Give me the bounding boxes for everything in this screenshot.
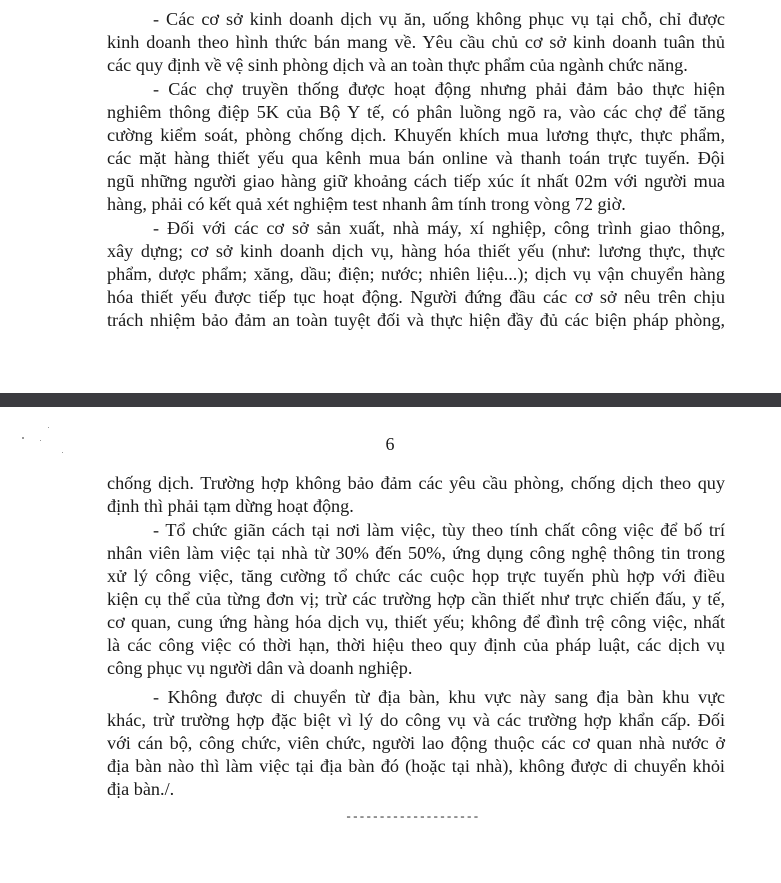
text-line: - Đối với các cơ sở sản xuất, nhà máy, xí nghiệp, công trình giao thông,: [153, 218, 725, 238]
scan-speck: [40, 440, 41, 441]
text-line: khác, trừ trường hợp đặc biệt vì lý do công vụ và các trường hợp khẩn cấp. Đối: [107, 710, 725, 730]
text-line: cường kiểm soát, phòng chống dịch. Khuyến khích mua lương thực, thực phẩm,: [107, 125, 725, 145]
text-line: - Các cơ sở kinh doanh dịch vụ ăn, uống không phục vụ tại chỗ, chỉ được: [153, 9, 725, 29]
text-line: ngũ những người giao hàng giữ khoảng cách tiếp xúc ít nhất 02m với người mua: [107, 171, 725, 191]
document-page-top: [0, 0, 781, 381]
text-line: địa bàn nào thì làm việc tại địa bàn đó (hoặc tại nhà), không được di chuyển khỏi: [107, 756, 725, 776]
text-line: - Không được di chuyển từ địa bàn, khu vực này sang địa bàn khu vực: [153, 687, 725, 707]
text-line: - Tổ chức giãn cách tại nơi làm việc, tùy theo tính chất công việc để bố trí: [153, 520, 725, 540]
text-line: định thì phải tạm dừng hoạt động.: [107, 496, 354, 516]
page-number: 6: [385, 434, 395, 454]
text-line: kinh doanh theo hình thức bán mang về. Yêu cầu chủ cơ sở kinh doanh tuân thủ: [107, 32, 725, 52]
text-line: trách nhiệm bảo đảm an toàn tuyệt đối và thực hiện đầy đủ các biện pháp phòng,: [107, 310, 725, 330]
text-line: nhân viên làm việc tại nhà từ 30% đến 50%, ứng dụng công nghệ thông tin trong: [107, 543, 725, 563]
text-line: chống dịch. Trường hợp không bảo đảm các yêu cầu phòng, chống dịch theo quy: [107, 473, 725, 493]
text-line: các quy định về vệ sinh phòng dịch và an toàn thực phẩm của ngành chức năng.: [107, 55, 688, 75]
page-separator-bar: [0, 393, 781, 407]
text-line: với cán bộ, công chức, viên chức, người lao động thuộc các cơ quan nhà nước ở: [107, 733, 725, 753]
text-line: địa bàn./.: [107, 779, 175, 799]
text-line: công phục vụ người dân và doanh nghiệp.: [107, 658, 413, 678]
page-gap: [0, 381, 781, 393]
text-line: hàng, phải có kết quả xét nghiệm test nhanh âm tính trong vòng 72 giờ.: [107, 194, 626, 214]
text-line: hóa thiết yếu được tiếp tục hoạt động. Người đứng đầu các cơ sở nêu trên chịu: [107, 287, 725, 307]
text-line: xử lý công việc, tăng cường tổ chức các cuộc họp trực tuyến phù hợp với điều: [107, 566, 725, 586]
text-line: - Các chợ truyền thống được hoạt động nhưng phải đảm bảo thực hiện: [153, 79, 725, 99]
scan-speck: [22, 437, 24, 439]
text-line: cơ quan, cung ứng hàng hóa dịch vụ, thiết yếu; không để đình trệ công việc, nhất: [107, 612, 725, 632]
text-line: phẩm, dược phẩm; xăng, dầu; điện; nước; nhiên liệu...); dịch vụ vận chuyển hàng: [107, 264, 725, 284]
scan-speck: [62, 452, 63, 453]
text-line: nghiêm thông điệp 5K của Bộ Y tế, có phân luồng ngõ ra, vào các chợ để tăng: [107, 102, 725, 122]
scan-speck: [48, 427, 49, 428]
text-line: xây dựng; cơ sở kinh doanh dịch vụ, hàng hóa thiết yếu (như: lương thực, thực: [107, 241, 725, 261]
text-line: kiện cụ thể của từng đơn vị; trừ các trường hợp cần thiết như trực chiến đấu, y tế,: [107, 589, 725, 609]
text-line: các mặt hàng thiết yếu qua kênh mua bán online và thanh toán trực tuyến. Đội: [107, 148, 725, 168]
text-line: là các công việc có thời hạn, thời hiệu theo quy định của pháp luật, các dịch vụ: [107, 635, 725, 655]
end-rule: --------------------: [345, 810, 480, 824]
